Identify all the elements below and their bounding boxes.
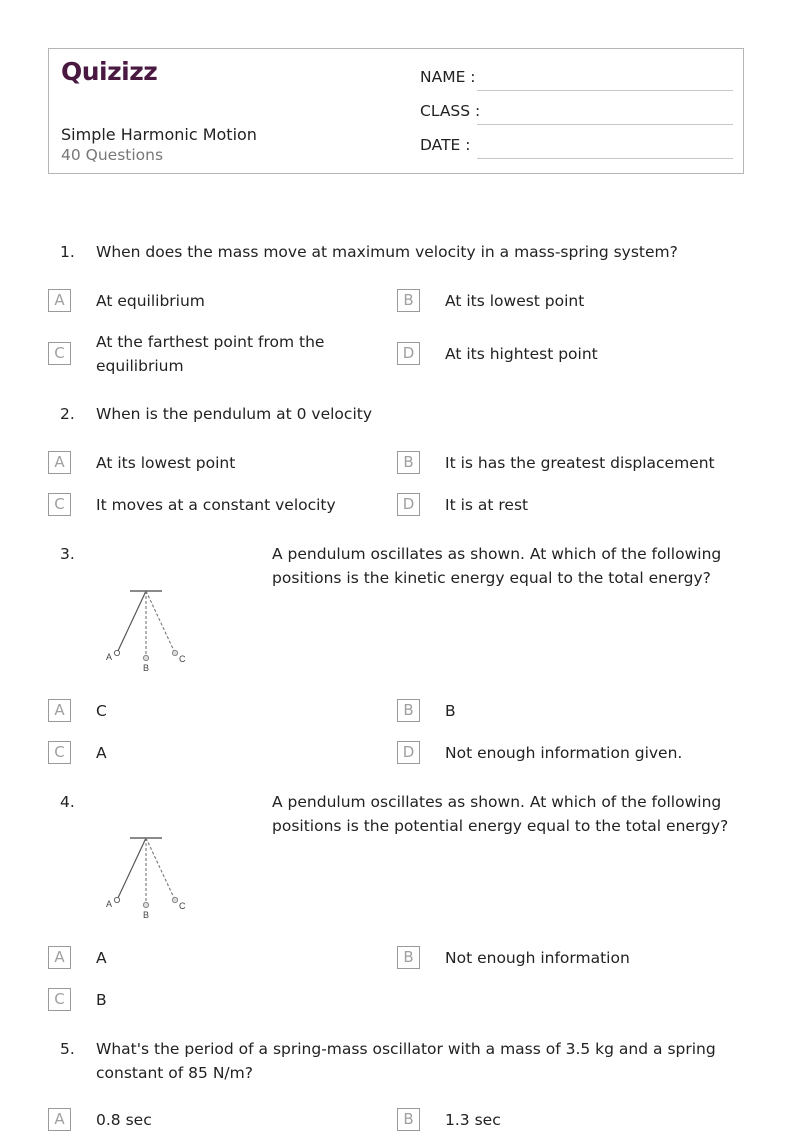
option-text[interactable]: It is at rest: [445, 496, 529, 514]
figure-label: A: [106, 652, 113, 662]
question-number: 3.: [60, 545, 75, 563]
pendulum-diagram: [100, 831, 196, 923]
class-line[interactable]: [477, 124, 733, 125]
question-number: 1.: [60, 243, 75, 261]
quizizz-logo: Quizizz: [61, 57, 158, 86]
option-letter-box[interactable]: B: [397, 451, 420, 474]
option-letter-box[interactable]: D: [397, 741, 420, 764]
option-letter-box[interactable]: A: [48, 946, 71, 969]
option-letter-box[interactable]: D: [397, 493, 420, 516]
figure-label: B: [143, 663, 150, 673]
question-number: 2.: [60, 405, 75, 423]
figure-label: C: [179, 901, 186, 911]
option-text[interactable]: 0.8 sec: [96, 1111, 152, 1129]
question-text: A pendulum oscillates as shown. At which of the following positions is the kinetic energy equal to the total energy?: [272, 545, 722, 587]
class-label: CLASS :: [420, 102, 481, 120]
worksheet-header: [48, 48, 744, 174]
question-number: 5.: [60, 1040, 75, 1058]
option-letter-box[interactable]: C: [48, 988, 71, 1011]
name-label: NAME :: [420, 68, 476, 86]
option-text[interactable]: A: [96, 949, 107, 967]
option-letter-box[interactable]: A: [48, 289, 71, 312]
option-text[interactable]: At its lowest point: [445, 292, 585, 310]
option-letter-box[interactable]: A: [48, 699, 71, 722]
option-letter-box[interactable]: C: [48, 342, 71, 365]
option-text[interactable]: At equilibrium: [96, 292, 205, 310]
pendulum-diagram: [100, 584, 196, 676]
figure-label: A: [106, 899, 113, 909]
option-letter-box[interactable]: B: [397, 946, 420, 969]
option-letter-box[interactable]: B: [397, 1108, 420, 1131]
option-text[interactable]: Not enough information: [445, 949, 630, 967]
option-text[interactable]: It moves at a constant velocity: [96, 496, 336, 514]
question-text: When does the mass move at maximum velocity in a mass-spring system?: [96, 243, 678, 261]
date-line[interactable]: [477, 158, 733, 159]
option-text[interactable]: Not enough information given.: [445, 744, 683, 762]
option-letter-box[interactable]: C: [48, 741, 71, 764]
option-text[interactable]: C: [96, 702, 107, 720]
option-text[interactable]: B: [96, 991, 107, 1009]
date-label: DATE :: [420, 136, 471, 154]
worksheet-title: Simple Harmonic Motion: [61, 125, 257, 144]
question-number: 4.: [60, 793, 75, 811]
option-text[interactable]: A: [96, 744, 107, 762]
question-count: 40 Questions: [61, 146, 164, 164]
question-text: A pendulum oscillates as shown. At which of the following positions is the potential energy equal to the total energy?: [272, 793, 729, 835]
option-text[interactable]: B: [445, 702, 456, 720]
option-letter-box[interactable]: B: [397, 699, 420, 722]
figure-label: B: [143, 910, 150, 920]
option-letter-box[interactable]: D: [397, 342, 420, 365]
option-letter-box[interactable]: C: [48, 493, 71, 516]
option-text[interactable]: 1.3 sec: [445, 1111, 501, 1129]
question-text: When is the pendulum at 0 velocity: [96, 405, 372, 423]
figure-label: C: [179, 654, 186, 664]
name-line[interactable]: [477, 90, 733, 91]
option-letter-box[interactable]: A: [48, 1108, 71, 1131]
option-text[interactable]: It is has the greatest displacement: [445, 454, 715, 472]
option-letter-box[interactable]: B: [397, 289, 420, 312]
option-text[interactable]: At its hightest point: [445, 345, 598, 363]
option-letter-box[interactable]: A: [48, 451, 71, 474]
question-text: What's the period of a spring-mass oscillator with a mass of 3.5 kg and a spring constant of 85 N/m?: [96, 1040, 716, 1082]
option-text[interactable]: At the farthest point from the equilibrium: [96, 333, 325, 375]
option-text[interactable]: At its lowest point: [96, 454, 236, 472]
